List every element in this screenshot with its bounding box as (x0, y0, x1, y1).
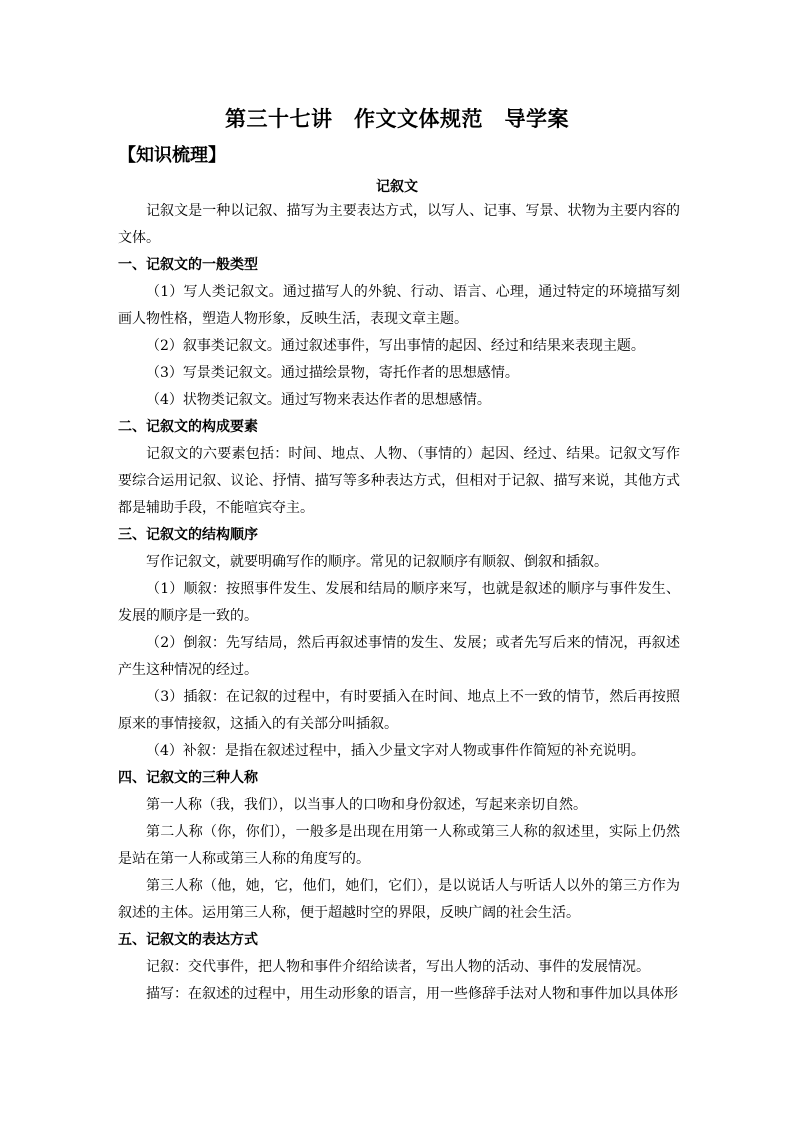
paragraph-person-2: 第二人称（你，你们），一般多是出现在用第一人称或第三人称的叙述里，实际上仍然是站在第一人称或第三人称的角度写的。 (118, 824, 680, 867)
paragraph-order-3: （3）插叙：在记叙的过程中，有时要插入在时间、地点上不一致的情节，然后再按照原来的事情接叙，这插入的有关部分叫插叙。 (118, 689, 680, 732)
paragraph-order-4: （4）补叙：是指在叙述过程中，插入少量文字对人物或事件作简短的补充说明。 (146, 743, 645, 759)
paragraph-order-1: （1）顺叙：按照事件发生、发展和结局的顺序来写，也就是叙述的顺序与事件发生、发展的顺序是一致的。 (118, 581, 680, 624)
heading-person: 四、记叙文的三种人称 (118, 770, 258, 786)
paragraph-type-1: （1）写人类记叙文。通过描写人的外貌、行动、语言、心理，通过特定的环境描写刻画人物性格，塑造人物形象，反映生活，表现文章主题。 (118, 284, 680, 327)
paragraph-order-intro: 写作记叙文，就要明确写作的顺序。常见的记叙顺序有顺叙、倒叙和插叙。 (146, 554, 608, 570)
heading-elements: 二、记叙文的构成要素 (118, 419, 258, 435)
paragraph-expression-2: 描写：在叙述的过程中，用生动形象的语言，用一些修辞手法对人物和事件加以具体形 (146, 986, 678, 1002)
paragraph-elements: 记叙文的六要素包括：时间、地点、人物、（事情的）起因、经过、结果。记叙文写作要综合运用记叙、议论、抒情、描写等多种表达方式，但相对于记叙、描写来说，其他方式都是辅助手段，不能喧宾夺主。 (118, 446, 680, 516)
section-label: 【知识梳理】 (118, 145, 226, 166)
paragraph-intro: 记叙文是一种以记叙、描写为主要表达方式，以写人、记事、写景、状物为主要内容的文体。 (118, 203, 680, 246)
subtitle: 记叙文 (376, 179, 418, 195)
document-body (118, 198, 680, 1008)
paragraph-order-2: （2）倒叙：先写结局，然后再叙述事情的发生、发展；或者先写后来的情况，再叙述产生这种情况的经过。 (118, 635, 680, 678)
paragraph-type-2: （2）叙事类记叙文。通过叙述事件，写出事情的起因、经过和结果来表现主题。 (146, 338, 645, 354)
page-title: 第三十七讲 作文文体规范 导学案 (225, 106, 569, 131)
paragraph-type-4: （4）状物类记叙文。通过写物来表达作者的思想感情。 (146, 392, 491, 408)
heading-expression: 五、记叙文的表达方式 (118, 932, 258, 948)
heading-order: 三、记叙文的结构顺序 (118, 527, 258, 543)
paragraph-type-3: （3）写景类记叙文。通过描绘景物，寄托作者的思想感情。 (146, 365, 519, 381)
paragraph-person-1: 第一人称（我，我们），以当事人的口吻和身份叙述，写起来亲切自然。 (146, 797, 587, 813)
paragraph-person-3: 第三人称（他，她，它，他们，她们，它们），是以说话人与听话人以外的第三方作为叙述的主体。运用第三人称，便于超越时空的界限，反映广阔的社会生活。 (118, 878, 680, 921)
heading-types: 一、记叙文的一般类型 (118, 257, 258, 273)
paragraph-expression-1: 记叙：交代事件，把人物和事件介绍给读者，写出人物的活动、事件的发展情况。 (146, 959, 650, 975)
